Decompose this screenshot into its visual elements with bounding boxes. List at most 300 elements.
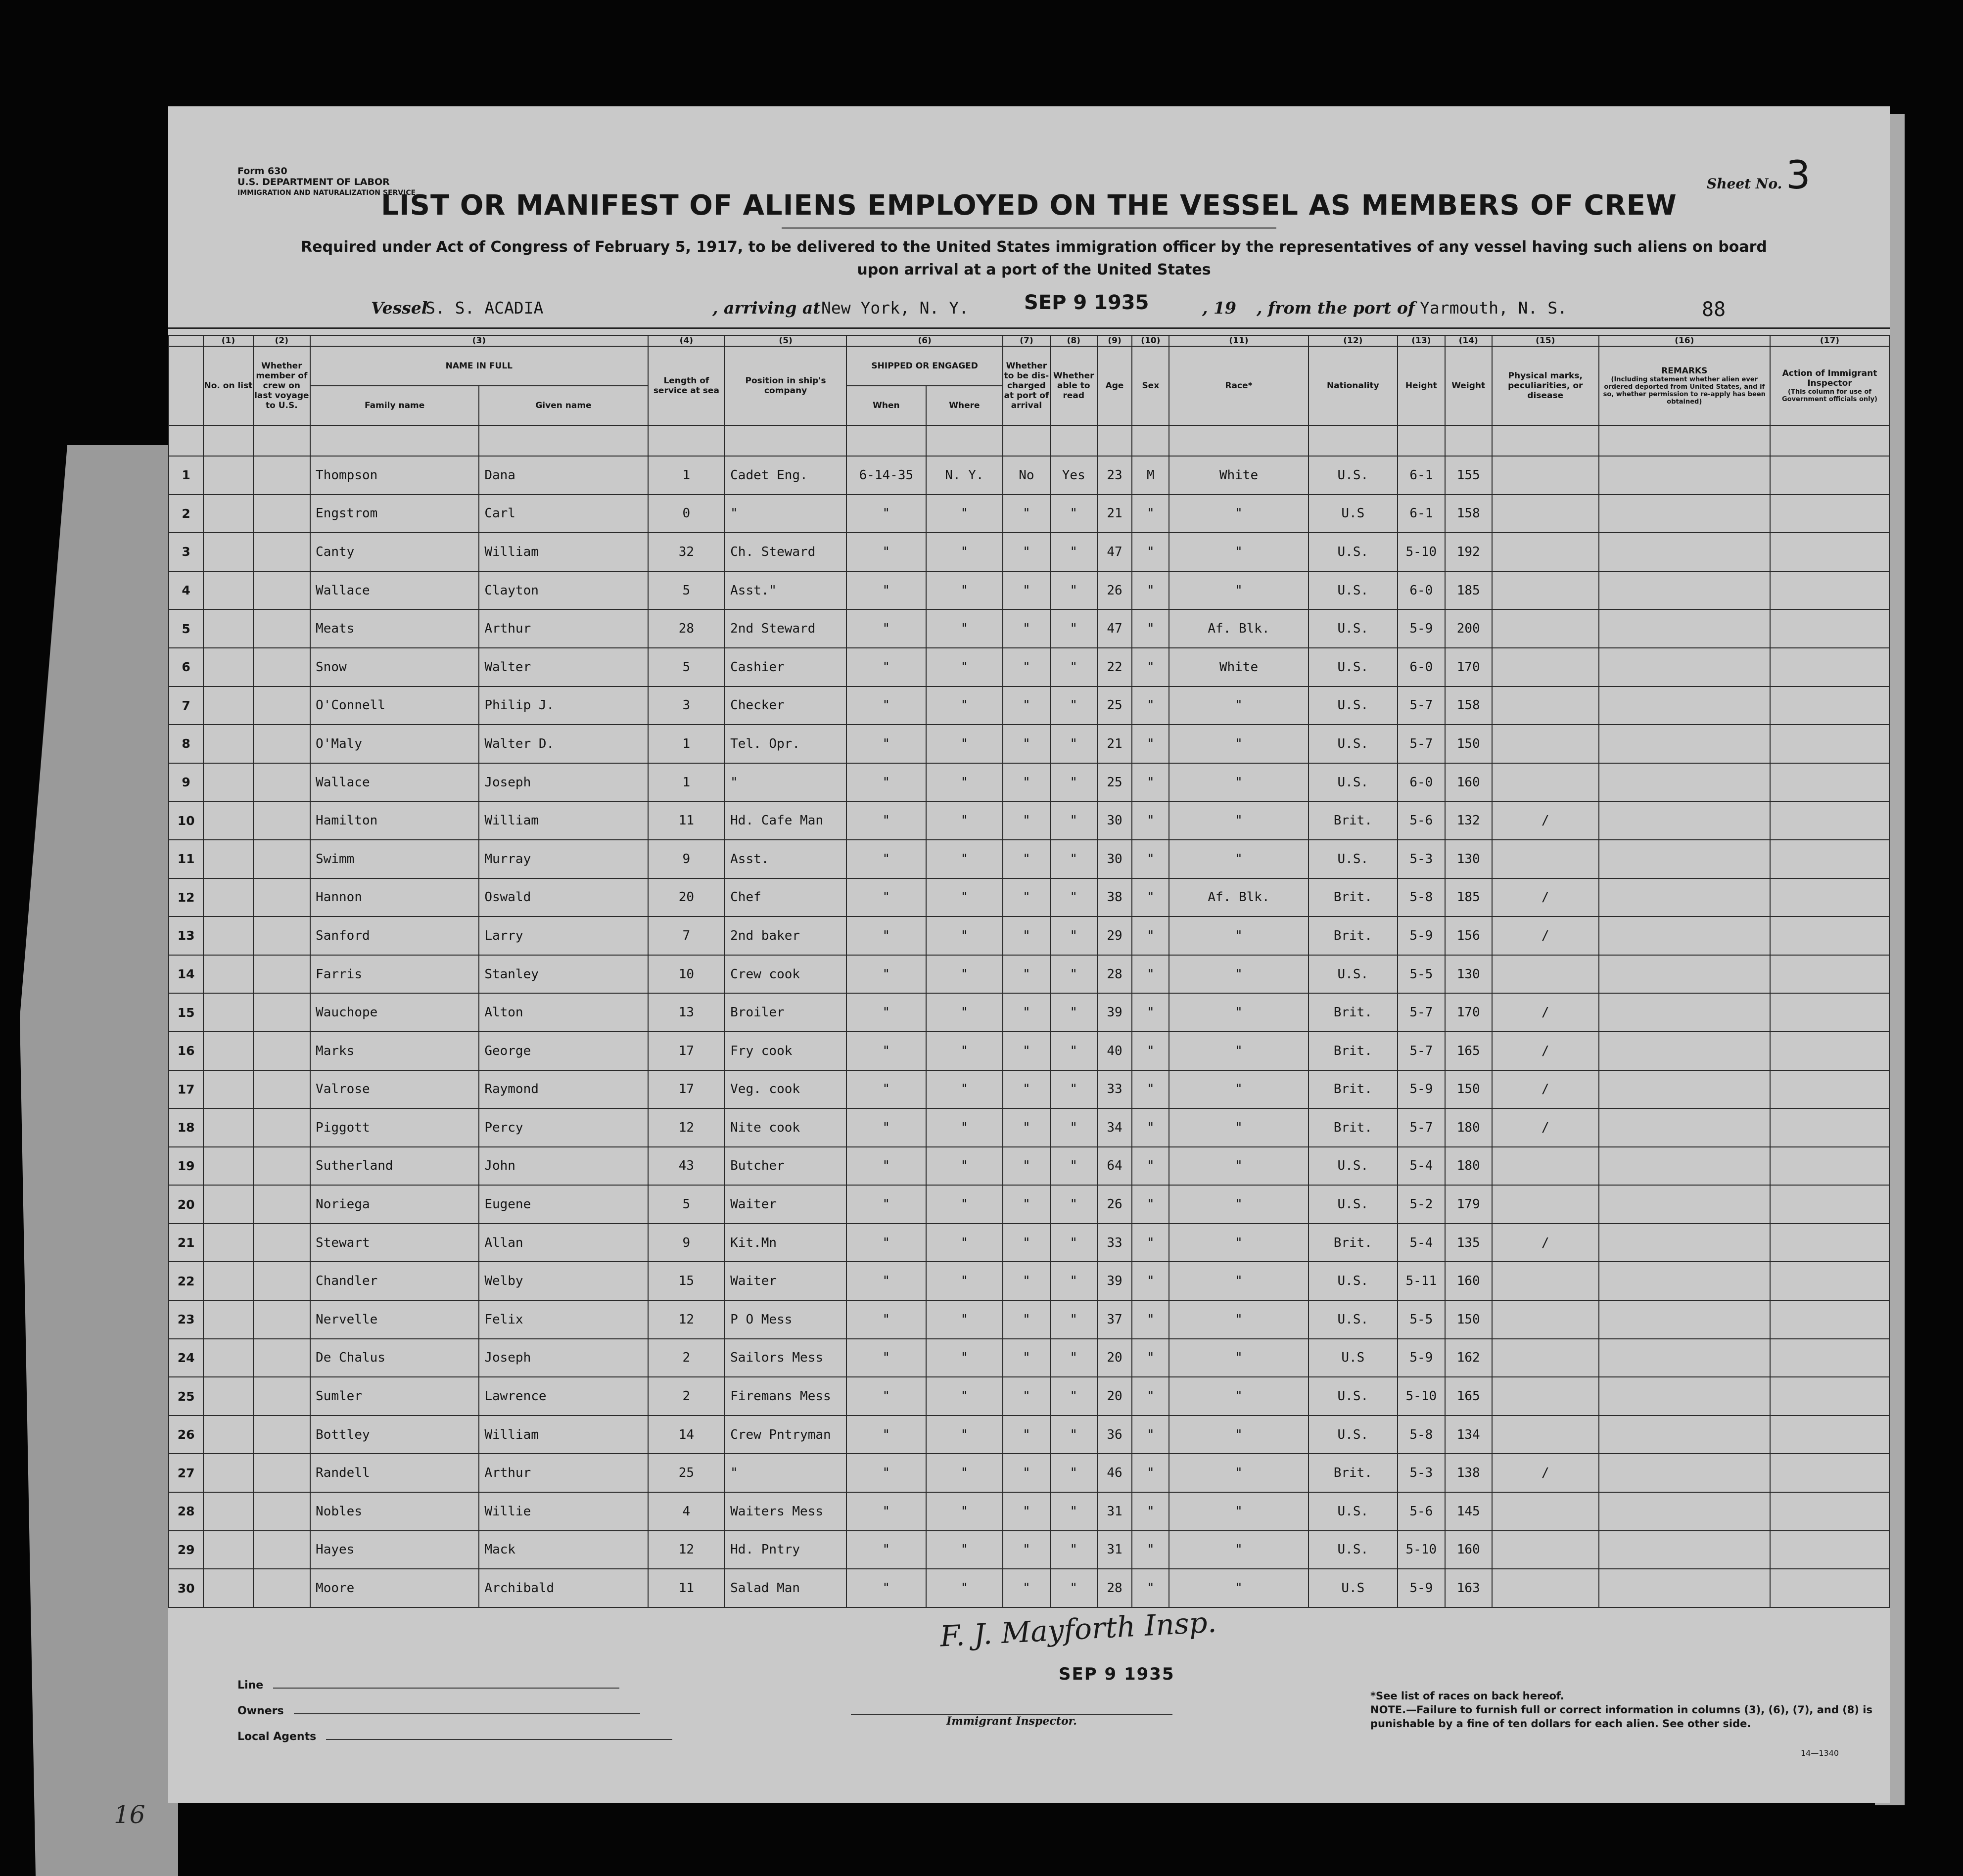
footer-note — [1370, 1689, 1890, 1731]
cell-empty — [203, 1108, 253, 1147]
cell-age: 38 — [1097, 878, 1132, 917]
cell-discharged: " — [1003, 1185, 1050, 1224]
cell-discharged: " — [1003, 648, 1050, 686]
cell-height: 5-3 — [1398, 840, 1445, 878]
cell-nationality: U.S. — [1309, 1147, 1398, 1186]
cell-age: 31 — [1097, 1531, 1132, 1569]
cell-empty — [203, 1454, 253, 1492]
cell-discharged: No — [1003, 456, 1050, 495]
cell-nationality: U.S. — [1309, 1416, 1398, 1454]
cell-marks — [1492, 1185, 1599, 1224]
cell-no: 9 — [169, 763, 203, 802]
cell-position: " — [725, 763, 846, 802]
owners-label: Owners — [237, 1705, 284, 1717]
cell-age: 30 — [1097, 801, 1132, 840]
cell-height: 5-9 — [1398, 609, 1445, 648]
cell-empty — [203, 878, 253, 917]
cell-sex: " — [1132, 1569, 1169, 1607]
cell-family: Wallace — [310, 763, 479, 802]
cell-marks — [1492, 686, 1599, 725]
cell-weight: 162 — [1445, 1339, 1492, 1377]
header-physical-marks: Physical marks, peculiarities, or disease — [1492, 346, 1599, 425]
cell-empty — [203, 495, 253, 533]
cell-family: O'Maly — [310, 725, 479, 763]
cell-when: " — [846, 571, 926, 610]
cell-where: " — [926, 840, 1003, 878]
cell-empty — [253, 1108, 310, 1147]
cell-no: 2 — [169, 495, 203, 533]
cell-where: " — [926, 1300, 1003, 1339]
cell-nationality: U.S. — [1309, 763, 1398, 802]
signature-date-stamp: SEP 9 1935 — [1059, 1664, 1175, 1684]
cell-given: Joseph — [479, 763, 648, 802]
cell-empty — [1770, 1416, 1889, 1454]
cell-weight: 158 — [1445, 495, 1492, 533]
owners-field — [237, 1705, 672, 1731]
cell-empty — [1599, 1339, 1770, 1377]
cell-empty — [203, 916, 253, 955]
cell-empty — [203, 1492, 253, 1531]
cell-position: Veg. cook — [725, 1070, 846, 1109]
cell-empty — [203, 609, 253, 648]
cell-position: " — [725, 1454, 846, 1492]
col-num: (14) — [1445, 335, 1492, 346]
cell-given: Alton — [479, 993, 648, 1032]
cell-empty — [1599, 1492, 1770, 1531]
cell-read: " — [1050, 1416, 1097, 1454]
cell-position: Cashier — [725, 648, 846, 686]
cell-age: 47 — [1097, 533, 1132, 571]
cell-nationality: U.S. — [1309, 533, 1398, 571]
cell-sex: " — [1132, 648, 1169, 686]
cell-when: " — [846, 1147, 926, 1186]
cell-height: 5-11 — [1398, 1262, 1445, 1300]
cell-family: Sumler — [310, 1377, 479, 1416]
cell-length: 9 — [648, 1224, 725, 1262]
cell-marks — [1492, 1492, 1599, 1531]
cell-sex: " — [1132, 686, 1169, 725]
cell-length: 12 — [648, 1300, 725, 1339]
cell-empty — [1599, 571, 1770, 610]
cell-empty — [203, 763, 253, 802]
cell-discharged: " — [1003, 1224, 1050, 1262]
cell-when: " — [846, 1032, 926, 1070]
cell-weight: 180 — [1445, 1147, 1492, 1186]
note-text: NOTE.—Failure to furnish full or correct information in columns (3), (6), (7), and (8) is punishable by a fine of ten dollars for each alien. See other side. — [1370, 1704, 1873, 1730]
cell-where: " — [926, 801, 1003, 840]
cell-given: Eugene — [479, 1185, 648, 1224]
cell-discharged: " — [1003, 1032, 1050, 1070]
cell-where: " — [926, 648, 1003, 686]
cell-read: " — [1050, 533, 1097, 571]
cell-position: Ch. Steward — [725, 533, 846, 571]
cell-marks: / — [1492, 1032, 1599, 1070]
col-num: (5) — [725, 335, 846, 346]
cell-empty — [1770, 955, 1889, 994]
cell-where: " — [926, 916, 1003, 955]
cell-marks — [1492, 1416, 1599, 1454]
cell-marks — [1492, 1531, 1599, 1569]
cell-sex: " — [1132, 1339, 1169, 1377]
cell-length: 28 — [648, 609, 725, 648]
cell-nationality: U.S — [1309, 495, 1398, 533]
cell-empty — [1770, 1531, 1889, 1569]
cell-empty — [203, 1300, 253, 1339]
header-length-service: Length of service at sea — [648, 346, 725, 425]
cell-race: " — [1169, 1108, 1308, 1147]
cell-length: 5 — [648, 1185, 725, 1224]
cell-marks: / — [1492, 1224, 1599, 1262]
cell-height: 5-9 — [1398, 1569, 1445, 1607]
agents-label: Local Agents — [237, 1731, 317, 1743]
cell-nationality: U.S. — [1309, 840, 1398, 878]
cell-age: 30 — [1097, 840, 1132, 878]
service: IMMIGRATION AND NATURALIZATION SERVICE — [237, 189, 416, 197]
cell-empty — [253, 1185, 310, 1224]
cell-read: " — [1050, 1492, 1097, 1531]
cell-height: 5-9 — [1398, 1070, 1445, 1109]
cell-nationality: U.S. — [1309, 955, 1398, 994]
cell-where: " — [926, 609, 1003, 648]
cell-where: " — [926, 1224, 1003, 1262]
cell-when: " — [846, 1300, 926, 1339]
cell-empty — [253, 1032, 310, 1070]
cell-where: " — [926, 1185, 1003, 1224]
cell-sex: " — [1132, 1185, 1169, 1224]
cell-race: " — [1169, 1531, 1308, 1569]
cell-sex: " — [1132, 495, 1169, 533]
cell-length: 13 — [648, 993, 725, 1032]
cell-height: 6-1 — [1398, 495, 1445, 533]
cell-height: 5-7 — [1398, 1032, 1445, 1070]
cell-height: 5-10 — [1398, 533, 1445, 571]
col-num: (4) — [648, 335, 725, 346]
cell-marks: / — [1492, 801, 1599, 840]
header-row-1 — [169, 346, 1889, 386]
cell-no: 12 — [169, 878, 203, 917]
cell-empty — [203, 801, 253, 840]
cell-where: " — [926, 571, 1003, 610]
cell-where: " — [926, 763, 1003, 802]
cell-discharged: " — [1003, 1070, 1050, 1109]
cell-empty — [1770, 648, 1889, 686]
cell-weight: 170 — [1445, 993, 1492, 1032]
cell-given: Stanley — [479, 955, 648, 994]
cell-position: Salad Man — [725, 1569, 846, 1607]
cell-length: 15 — [648, 1262, 725, 1300]
cell-empty — [253, 609, 310, 648]
cell-nationality: U.S. — [1309, 1531, 1398, 1569]
cell-weight: 163 — [1445, 1569, 1492, 1607]
cell-sex: " — [1132, 1416, 1169, 1454]
cell-given: Allan — [479, 1224, 648, 1262]
cell-no: 4 — [169, 571, 203, 610]
cell-empty — [1770, 916, 1889, 955]
cell-empty — [1770, 1454, 1889, 1492]
cell-nationality: U.S. — [1309, 648, 1398, 686]
cell-empty — [253, 533, 310, 571]
cell-empty — [1599, 1416, 1770, 1454]
cell-marks — [1492, 456, 1599, 495]
cell-nationality: Brit. — [1309, 1070, 1398, 1109]
cell-no: 19 — [169, 1147, 203, 1186]
cell-weight: 155 — [1445, 456, 1492, 495]
cell-read: " — [1050, 1569, 1097, 1607]
cell-empty — [253, 1416, 310, 1454]
cell-age: 64 — [1097, 1147, 1132, 1186]
cell-family: Wauchope — [310, 993, 479, 1032]
cell-when: " — [846, 725, 926, 763]
date-stamp: SEP 9 1935 — [1024, 291, 1149, 314]
cell-discharged: " — [1003, 993, 1050, 1032]
cell-no: 10 — [169, 801, 203, 840]
cell-family: Canty — [310, 533, 479, 571]
cell-empty — [253, 456, 310, 495]
table-row — [169, 1032, 1889, 1070]
table-row — [169, 686, 1889, 725]
table-row — [169, 1416, 1889, 1454]
cell-read: " — [1050, 955, 1097, 994]
cell-no: 6 — [169, 648, 203, 686]
cell-weight: 192 — [1445, 533, 1492, 571]
cell-discharged: " — [1003, 955, 1050, 994]
cell-where: " — [926, 1032, 1003, 1070]
cell-length: 1 — [648, 763, 725, 802]
cell-marks — [1492, 763, 1599, 802]
cell-length: 1 — [648, 456, 725, 495]
cell-position: Checker — [725, 686, 846, 725]
cell-age: 26 — [1097, 1185, 1132, 1224]
cell-marks — [1492, 609, 1599, 648]
from-label: , from the port of — [1257, 298, 1415, 318]
cell-age: 46 — [1097, 1454, 1132, 1492]
cell-empty — [1599, 609, 1770, 648]
cell-marks — [1492, 1147, 1599, 1186]
margin-mark: 16 — [114, 1800, 145, 1829]
header-where: Where — [926, 386, 1003, 425]
cell-sex: " — [1132, 609, 1169, 648]
cell-empty — [1770, 725, 1889, 763]
cell-height: 5-7 — [1398, 1108, 1445, 1147]
cell-no: 15 — [169, 993, 203, 1032]
cell-no: 22 — [169, 1262, 203, 1300]
cell-nationality: Brit. — [1309, 993, 1398, 1032]
cell-empty — [1770, 763, 1889, 802]
cell-family: Nobles — [310, 1492, 479, 1531]
cell-when: " — [846, 916, 926, 955]
cell-empty — [1599, 686, 1770, 725]
cell-sex: " — [1132, 763, 1169, 802]
cell-where: " — [926, 686, 1003, 725]
cell-race: " — [1169, 1377, 1308, 1416]
cell-given: John — [479, 1147, 648, 1186]
cell-empty — [203, 1569, 253, 1607]
form-number: Form 630 — [237, 166, 287, 177]
cell-age: 25 — [1097, 686, 1132, 725]
cell-when: " — [846, 763, 926, 802]
cell-when: " — [846, 993, 926, 1032]
cell-race: " — [1169, 1300, 1308, 1339]
cell-weight: 160 — [1445, 1531, 1492, 1569]
cell-position: Waiters Mess — [725, 1492, 846, 1531]
cell-given: William — [479, 801, 648, 840]
cell-family: De Chalus — [310, 1339, 479, 1377]
cell-given: George — [479, 1032, 648, 1070]
cell-family: Hannon — [310, 878, 479, 917]
cell-empty — [1770, 1377, 1889, 1416]
cell-height: 5-4 — [1398, 1224, 1445, 1262]
cell-discharged: " — [1003, 1416, 1050, 1454]
cell-when: " — [846, 495, 926, 533]
cell-weight: 130 — [1445, 840, 1492, 878]
cell-discharged: " — [1003, 1262, 1050, 1300]
cell-weight: 135 — [1445, 1224, 1492, 1262]
cell-race: " — [1169, 571, 1308, 610]
spacer-row — [169, 425, 1889, 456]
cell-read: " — [1050, 648, 1097, 686]
cell-read: " — [1050, 916, 1097, 955]
cell-when: " — [846, 1262, 926, 1300]
cell-read: " — [1050, 1070, 1097, 1109]
cell-empty — [1599, 533, 1770, 571]
table-row — [169, 495, 1889, 533]
cell-nationality: U.S. — [1309, 725, 1398, 763]
cell-when: " — [846, 1531, 926, 1569]
header-given-name: Given name — [479, 386, 648, 425]
cell-length: 14 — [648, 1416, 725, 1454]
cell-where: " — [926, 533, 1003, 571]
col-num: (13) — [1398, 335, 1445, 346]
cell-where: " — [926, 1531, 1003, 1569]
cell-length: 43 — [648, 1147, 725, 1186]
cell-empty — [253, 495, 310, 533]
cell-when: " — [846, 609, 926, 648]
cell-nationality: U.S. — [1309, 1377, 1398, 1416]
cell-age: 39 — [1097, 993, 1132, 1032]
column-number-row — [169, 335, 1889, 346]
cell-empty — [1770, 1070, 1889, 1109]
cell-marks — [1492, 1262, 1599, 1300]
cell-read: " — [1050, 993, 1097, 1032]
cell-marks: / — [1492, 1070, 1599, 1109]
cell-empty — [1770, 993, 1889, 1032]
cell-family: Marks — [310, 1032, 479, 1070]
cell-read: " — [1050, 1185, 1097, 1224]
cell-nationality: Brit. — [1309, 1108, 1398, 1147]
cell-race: " — [1169, 1070, 1308, 1109]
cell-height: 6-0 — [1398, 571, 1445, 610]
cell-given: William — [479, 533, 648, 571]
cell-empty — [203, 993, 253, 1032]
cell-race: " — [1169, 1454, 1308, 1492]
cell-empty — [253, 1262, 310, 1300]
cell-height: 5-4 — [1398, 1147, 1445, 1186]
cell-read: " — [1050, 725, 1097, 763]
page-title: LIST OR MANIFEST OF ALIENS EMPLOYED ON THE VESSEL AS MEMBERS OF CREW — [381, 189, 1677, 222]
col-num: (3) — [310, 335, 648, 346]
cell-age: 31 — [1097, 1492, 1132, 1531]
table-row — [169, 801, 1889, 840]
cell-where: " — [926, 955, 1003, 994]
cell-empty — [203, 686, 253, 725]
cell-when: " — [846, 1108, 926, 1147]
cell-empty — [253, 1531, 310, 1569]
cell-nationality: U.S. — [1309, 686, 1398, 725]
header-last-voyage: Whether member of crew on last voyage to U.S. — [253, 346, 310, 425]
cell-empty — [1599, 801, 1770, 840]
cell-weight: 130 — [1445, 955, 1492, 994]
cell-weight: 160 — [1445, 763, 1492, 802]
cell-marks — [1492, 533, 1599, 571]
cell-no: 27 — [169, 1454, 203, 1492]
header-action — [1770, 346, 1889, 425]
header-position: Position in ship's company — [725, 346, 846, 425]
header-discharged: Whether to be dis-charged at port of arrival — [1003, 346, 1050, 425]
cell-empty — [1599, 1300, 1770, 1339]
cell-position: Cadet Eng. — [725, 456, 846, 495]
footer-fields — [237, 1679, 672, 1756]
cell-race: " — [1169, 1224, 1308, 1262]
cell-family: Snow — [310, 648, 479, 686]
cell-where: " — [926, 1339, 1003, 1377]
cell-race: " — [1169, 1569, 1308, 1607]
cell-family: Hamilton — [310, 801, 479, 840]
cell-position: Tel. Opr. — [725, 725, 846, 763]
cell-family: Thompson — [310, 456, 479, 495]
vessel-code: 88 — [1702, 298, 1726, 321]
cell-empty — [253, 1492, 310, 1531]
table-row — [169, 916, 1889, 955]
cell-read: " — [1050, 495, 1097, 533]
cell-empty — [203, 1185, 253, 1224]
cell-nationality: Brit. — [1309, 1224, 1398, 1262]
header-family-name: Family name — [310, 386, 479, 425]
cell-nationality: U.S. — [1309, 571, 1398, 610]
cell-position: Crew Pntryman — [725, 1416, 846, 1454]
cell-given: Larry — [479, 916, 648, 955]
cell-empty — [203, 571, 253, 610]
cell-empty — [253, 878, 310, 917]
cell-where: " — [926, 1416, 1003, 1454]
cell-empty — [253, 686, 310, 725]
remarks-title: REMARKS — [1661, 366, 1708, 376]
cell-race: Af. Blk. — [1169, 609, 1308, 648]
cell-family: Valrose — [310, 1070, 479, 1109]
cell-position: Hd. Pntry — [725, 1531, 846, 1569]
note-races: *See list of races on back hereof. — [1370, 1690, 1564, 1702]
left-page-edge — [20, 445, 178, 1876]
cell-when: " — [846, 1070, 926, 1109]
col-num: (8) — [1050, 335, 1097, 346]
crew-table — [168, 335, 1890, 1608]
table-row — [169, 1108, 1889, 1147]
cell-sex: " — [1132, 1377, 1169, 1416]
cell-sex: " — [1132, 1300, 1169, 1339]
cell-given: Percy — [479, 1108, 648, 1147]
cell-sex: " — [1132, 725, 1169, 763]
cell-empty — [253, 1070, 310, 1109]
cell-length: 20 — [648, 878, 725, 917]
cell-empty — [203, 1531, 253, 1569]
cell-height: 5-7 — [1398, 725, 1445, 763]
cell-read: " — [1050, 1454, 1097, 1492]
cell-empty — [253, 648, 310, 686]
cell-family: Farris — [310, 955, 479, 994]
table-row — [169, 1070, 1889, 1109]
col-num: (9) — [1097, 335, 1132, 346]
cell-read: " — [1050, 1224, 1097, 1262]
cell-empty — [203, 648, 253, 686]
